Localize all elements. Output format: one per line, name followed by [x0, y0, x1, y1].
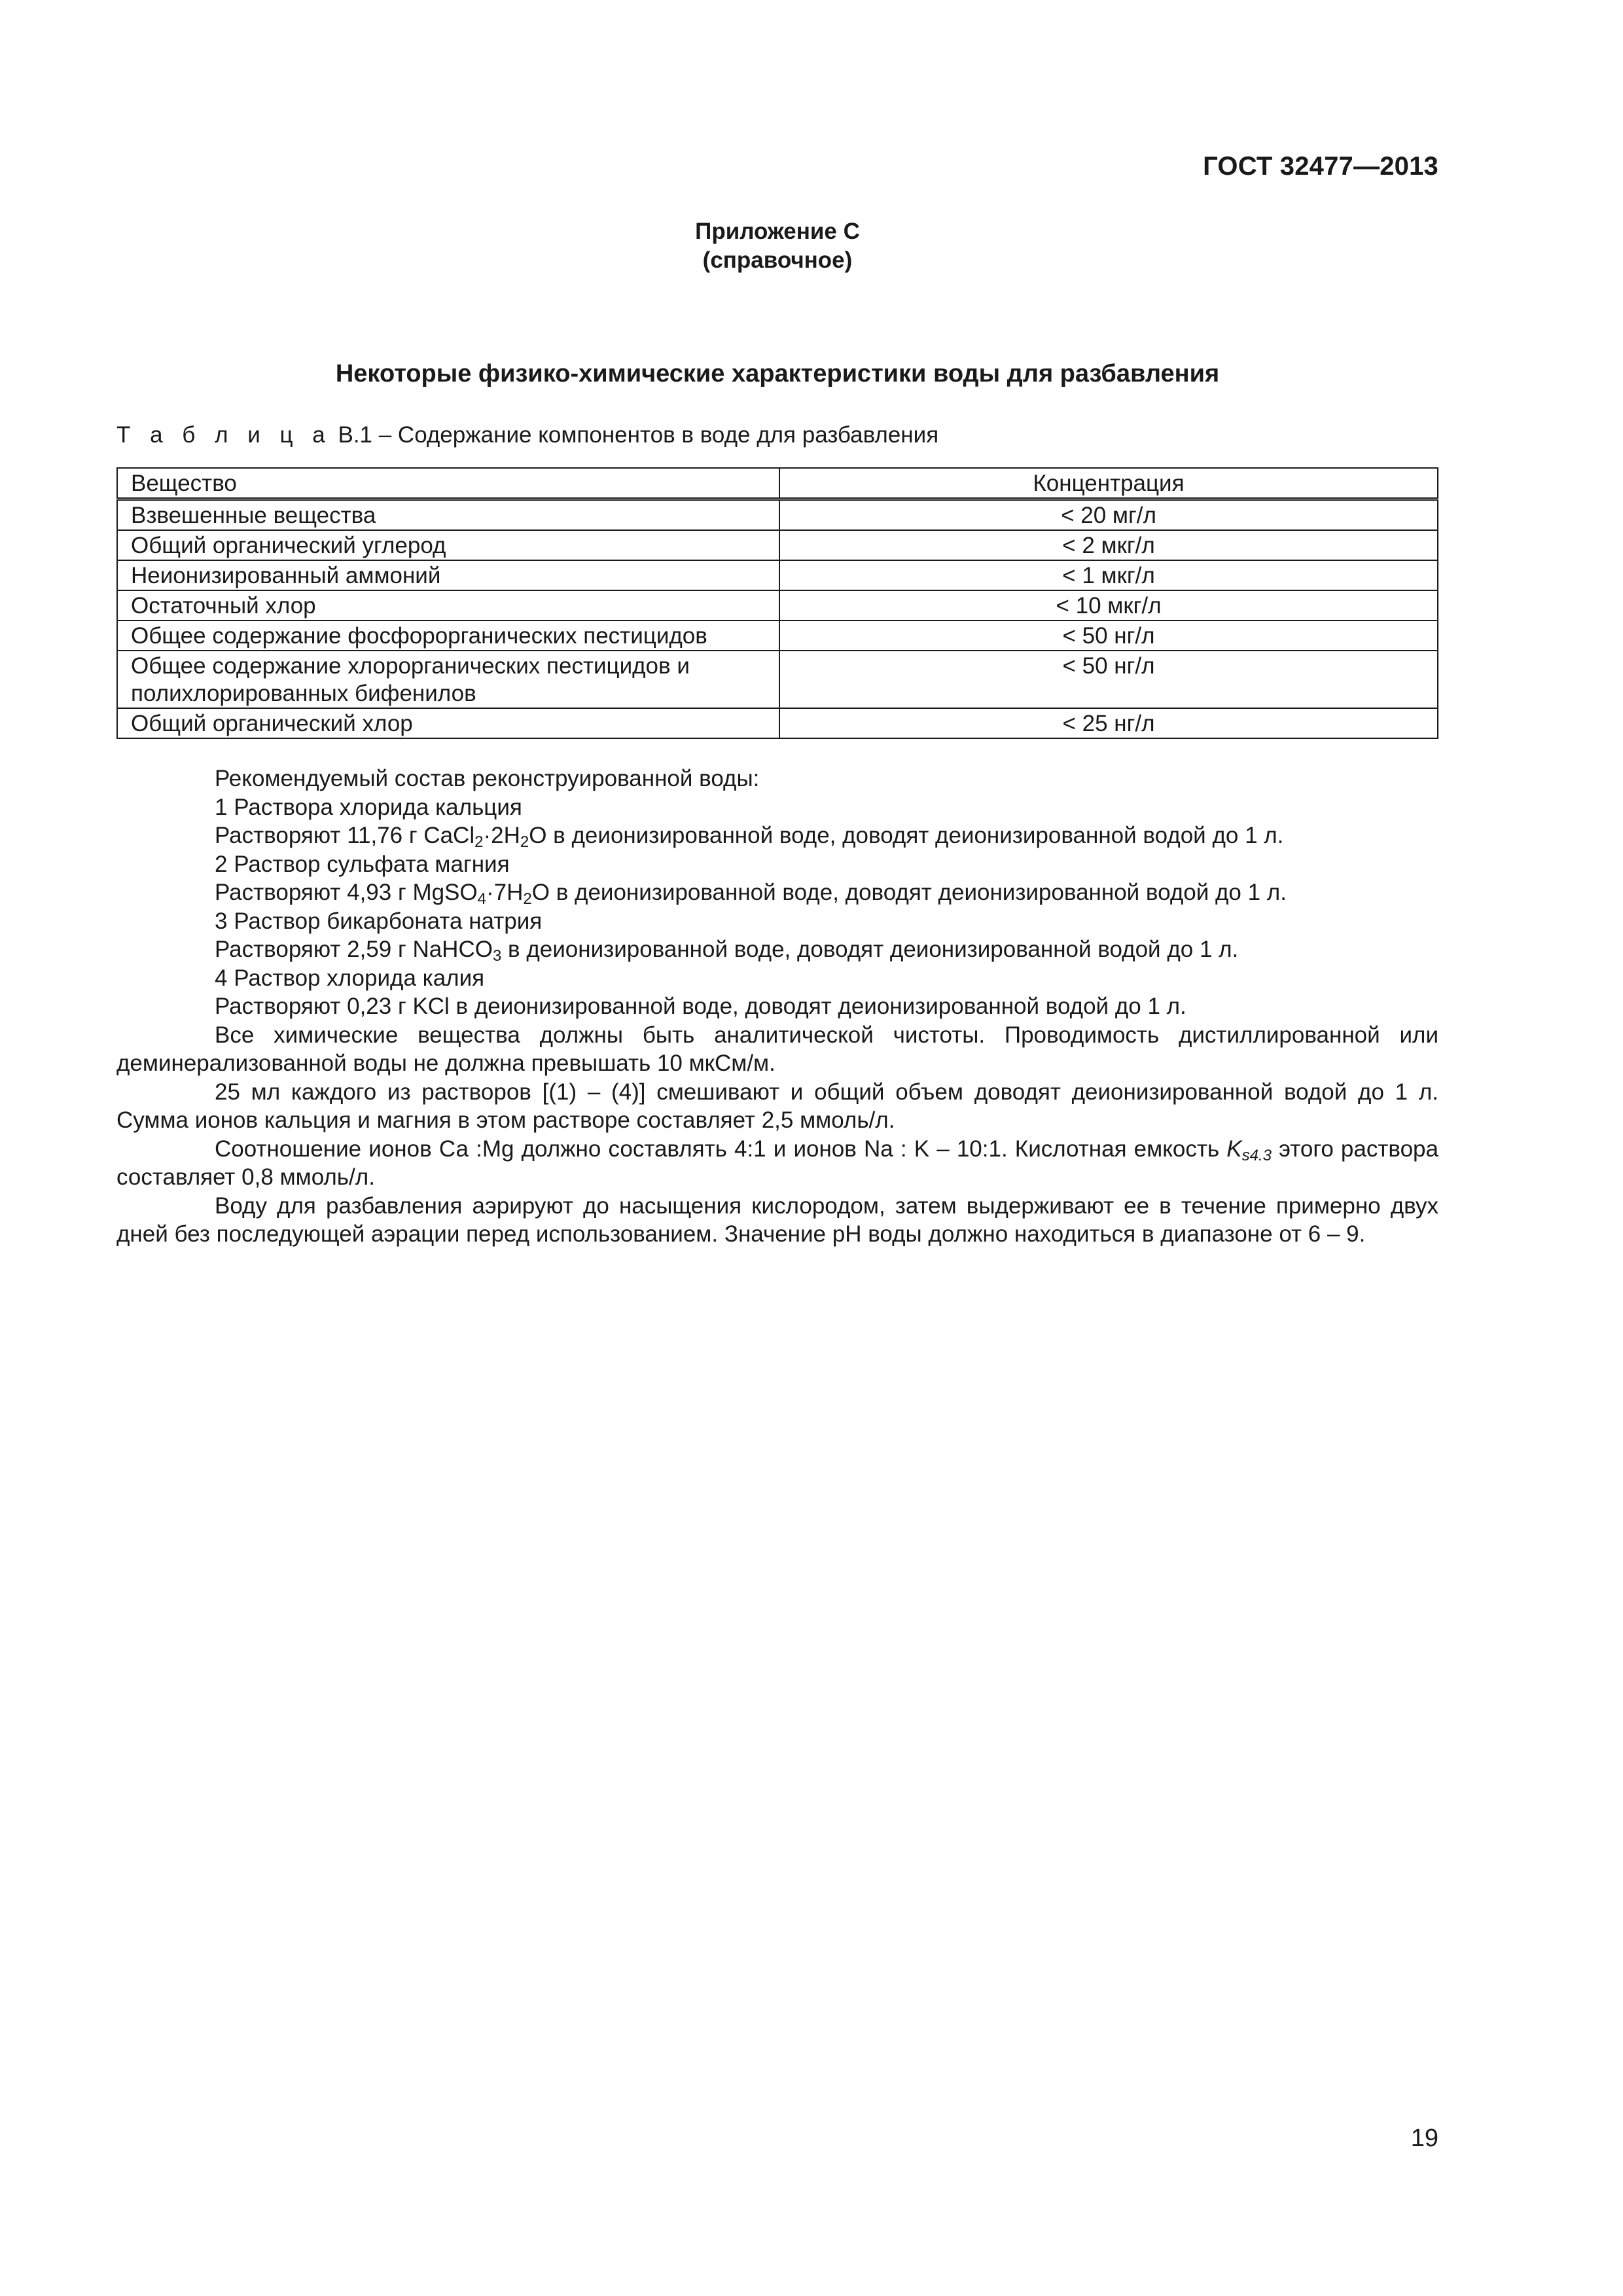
paragraph: Растворяют 4,93 г $MgSO_4\cdot 7H_2O$ в деионизированной воде, доводят деионизированной водой до 1 л.	[215, 880, 1287, 908]
paragraph: Растворяют 2,59 г NaHCO$_3$ в деионизированной воде, доводят деионизированной водой до 1 л.	[215, 937, 1239, 965]
paragraph: 3 Раствор бикарбоната натрия	[215, 908, 543, 934]
cell-substance: Взвешенные вещества	[117, 499, 779, 531]
table-row	[117, 651, 1438, 708]
paragraph: Растворяют 11,76 г $CaCl_2\cdot 2H_2O$ в деионизированной воде, доводят деионизированной водой до 1 л.	[215, 823, 1284, 851]
appendix-heading	[116, 217, 1438, 275]
cell-substance: Общий органический углерод	[117, 530, 779, 560]
table-row	[117, 708, 1438, 738]
cell-substance: Остаточный хлор	[117, 590, 779, 620]
paragraph: 2 Раствор сульфата магния	[215, 851, 510, 877]
cell-concentration: < 50 нг/л	[779, 651, 1438, 708]
cell-concentration: < 10 мкг/л	[779, 590, 1438, 620]
document-code: ГОСТ 32477—2013	[1203, 152, 1438, 181]
paragraph: Рекомендуемый состав реконструированной воды:	[215, 766, 760, 791]
paragraph: 1 Раствора хлорида кальция	[215, 794, 522, 820]
cell-substance: Общий органический хлор	[117, 708, 779, 738]
cell-concentration: < 2 мкг/л	[779, 530, 1438, 560]
paragraph: 25 мл каждого из растворов [(1) – (4)] смешивают и общий объем доводят деионизированной водой до 1 л. Сумма ионов кальция и магния в этом растворе составляет 2,5 ммоль/л.	[116, 1079, 1438, 1133]
appendix-label: Приложение С	[695, 219, 860, 244]
table-row	[117, 620, 1438, 651]
document-page	[116, 0, 1438, 2296]
cell-concentration: < 50 нг/л	[779, 620, 1438, 651]
table-header-row	[117, 468, 1438, 499]
header-substance: Вещество	[117, 468, 779, 499]
table-caption	[116, 422, 938, 448]
cell-concentration: < 25 нг/л	[779, 708, 1438, 738]
cell-substance: Неионизированный аммоний	[117, 560, 779, 590]
recommended-composition-text	[116, 764, 1438, 1249]
table-row	[117, 530, 1438, 560]
cell-substance: Общее содержание фосфорорганических пестицидов	[117, 620, 779, 651]
document-title: Некоторые физико-химические характеристики воды для разбавления	[335, 360, 1220, 387]
table-row	[117, 499, 1438, 531]
page-number: 19	[1410, 2125, 1438, 2152]
paragraph: Растворяют 0,23 г KCl в деионизированной воде, доводят деионизированной водой до 1 л.	[215, 994, 1186, 1019]
table-caption-text: В.1 – Содержание компонентов в воде для разбавления	[338, 422, 939, 448]
cell-concentration: < 20 мг/л	[779, 499, 1438, 531]
appendix-type: (справочное)	[702, 247, 853, 273]
paragraph: 4 Раствор хлорида калия	[215, 965, 485, 991]
components-table	[116, 467, 1438, 739]
cell-substance: Общее содержание хлорорганических пестицидов и полихлорированных бифенилов	[117, 651, 779, 708]
header-concentration: Концентрация	[779, 468, 1438, 499]
table-row	[117, 560, 1438, 590]
cell-concentration: < 1 мкг/л	[779, 560, 1438, 590]
table-row	[117, 590, 1438, 620]
paragraph: Воду для разбавления аэрируют до насыщения кислородом, затем выдерживают ее в течение примерно двух дней без последующей аэрации перед использованием. Значение pH воды должно находиться в диапазоне от 6 – 9.	[116, 1193, 1438, 1247]
paragraph: Соотношение ионов Са :Mg должно составлять 4:1 и ионов Na : K – 10:1. Кислотная емкость $K_{s4.3}$ этого раствора составляет 0,8 ммоль/л.	[116, 1136, 1438, 1190]
table-caption-prefix: Т а б л и ц а	[116, 422, 332, 448]
paragraph: Все химические вещества должны быть аналитической чистоты. Проводимость дистиллированной или деминерализованной воды не должна превышать 10 мкСм/м.	[116, 1022, 1438, 1076]
